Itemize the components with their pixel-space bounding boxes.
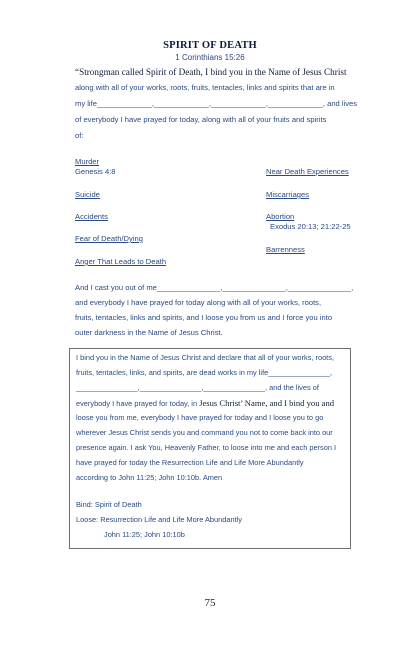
prayer-line-3: my life_____________,_____________,_____________,_____________, and lives — [75, 99, 358, 108]
page-title: SPIRIT OF DEATH — [163, 40, 257, 51]
box-line-8: have prayed for today the Resurrection Life and Life More Abundantly — [76, 458, 304, 467]
prayer-line-5: of: — [75, 131, 84, 140]
box-line-7: presence again. I ask You, Heavenly Father, to loose into me and each person I — [76, 443, 337, 452]
bind-statement: Bind: Spirit of Death — [76, 500, 142, 509]
fruit-miscarriages: Miscarriages — [266, 190, 310, 199]
binding-prayer-box — [69, 348, 351, 549]
cast-out-line-3: fruits, tentacles, links and spirits, and I loose you from us and I force you into — [75, 313, 333, 322]
fruit-murder: Murder — [75, 157, 100, 166]
box-line-5: loose you from me, everybody I have prayed for today and I loose you to go — [76, 413, 324, 422]
fruit-anger: Anger That Leads to Death — [75, 257, 167, 266]
fruit-suicide: Suicide — [75, 190, 100, 199]
loose-reference: John 11:25; John 10:10b — [104, 530, 185, 539]
cast-out-line-2: and everybody I have prayed for today along with all of your works, roots, — [75, 298, 322, 307]
prayer-line-4: of everybody I have prayed for today, along with all of your fruits and spirits — [75, 115, 327, 124]
page-number: 75 — [204, 597, 216, 609]
fruit-abortion-reference: Exodus 20:13; 21:22-25 — [270, 222, 351, 231]
box-line-2: fruits, tentacles, links, and spirits, are dead works in my life_______________, — [76, 368, 332, 377]
box-line-1: I bind you in the Name of Jesus Christ and declare that all of your works, roots, — [76, 353, 334, 362]
scripture-reference: 1 Corinthians 15:26 — [175, 53, 245, 62]
fruit-accidents: Accidents — [75, 212, 108, 221]
fruit-abortion: Abortion — [266, 212, 295, 221]
cast-out-line-1: And I cast you out of me_______________,_______________,_______________, — [75, 283, 354, 292]
fruit-fear-of-death: Fear of Death/Dying — [75, 234, 143, 243]
box-line-9: according to John 11:25; John 10:10b. Amen — [76, 473, 223, 482]
prayer-line-1: “Strongman called Spirit of Death, I bind you in the Name of Jesus Christ — [75, 67, 347, 77]
box-line-4: everybody I have prayed for today, in Jesus Christ’ Name, and I bind you and — [76, 398, 335, 408]
cast-out-line-4: outer darkness in the Name of Jesus Christ. — [75, 328, 223, 337]
fruit-murder-reference: Genesis 4:8 — [75, 167, 116, 176]
box-line-6: wherever Jesus Christ sends you and command you not to come back into our — [76, 428, 333, 437]
box-line-3: _______________,_______________,_______________, and the lives of — [76, 383, 319, 392]
fruit-near-death: Near Death Experiences — [266, 167, 349, 176]
prayer-line-2: along with all of your works, roots, fruits, tentacles, links and spirits that are in — [75, 83, 335, 92]
fruit-barrenness: Barrenness — [266, 245, 305, 254]
loose-statement: Loose: Resurrection Life and Life More Abundantly — [76, 515, 242, 524]
